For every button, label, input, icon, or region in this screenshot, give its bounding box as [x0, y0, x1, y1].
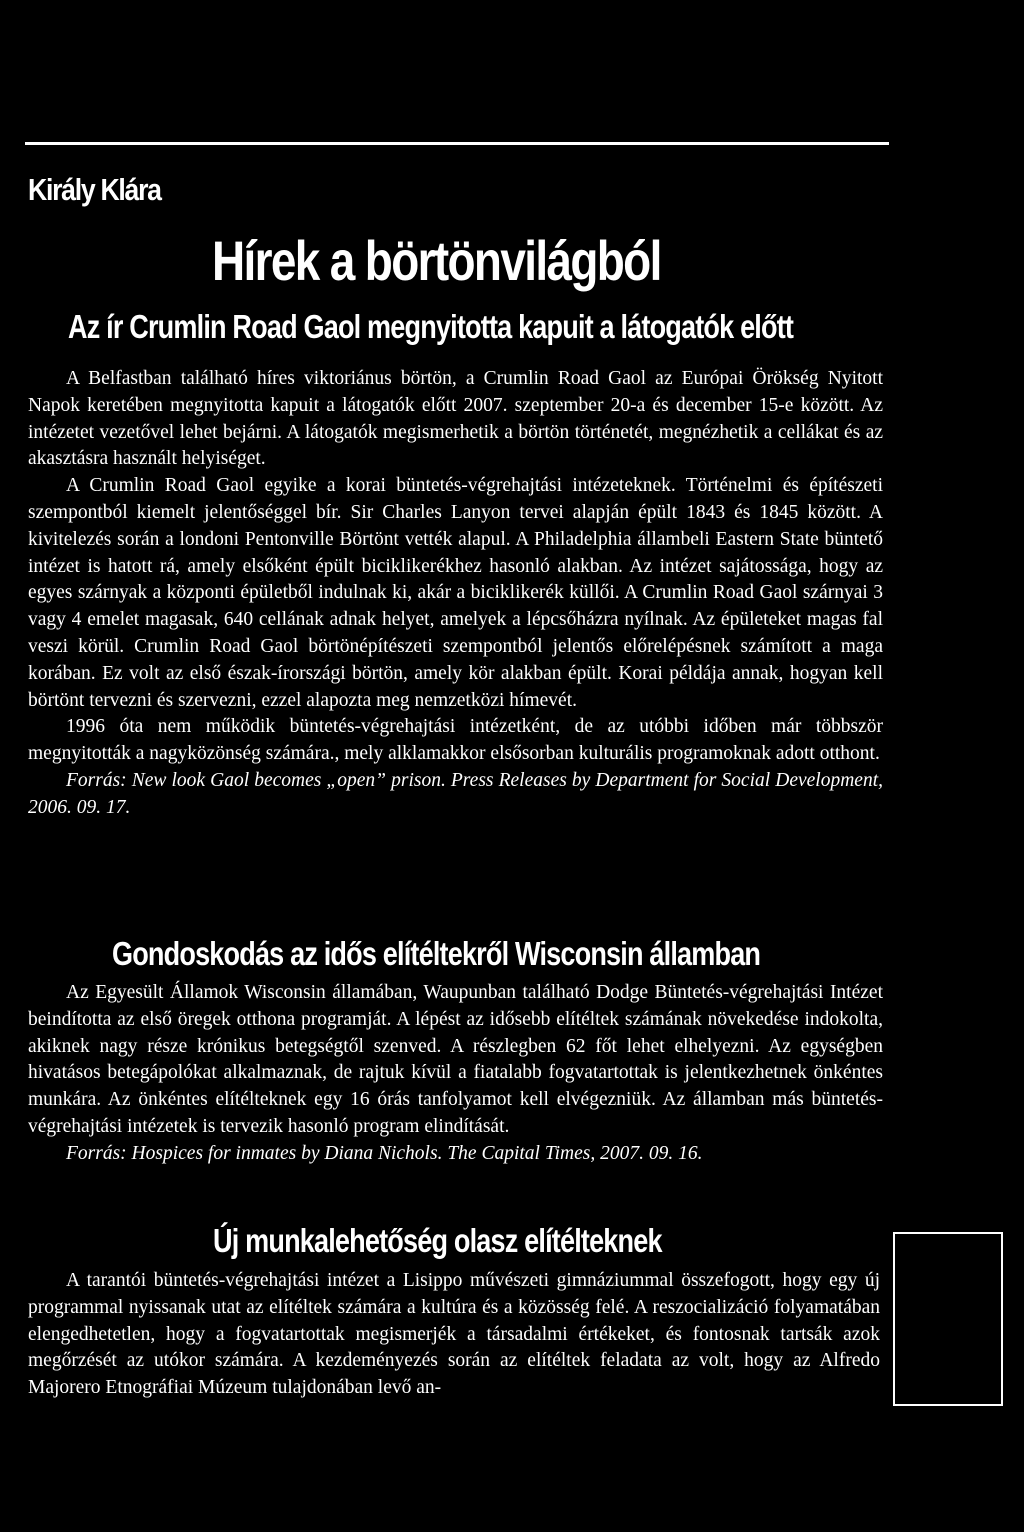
page-title: Hírek a börtönvilágból: [212, 229, 661, 292]
section-heading-italy: Új munkalehetőség olasz elítélteknek: [213, 1222, 662, 1259]
article-italy: [28, 1268, 880, 1402]
paragraph: 1996 óta nem működik büntetés-végrehajtási intézetként, de az utóbbi időben már többször megnyitották a nagyközönség számára., mely alklamakkor elsősorban kulturális programoknak adott otthont.: [28, 716, 883, 765]
paragraph: A Belfastban található híres viktoriánus börtön, a Crumlin Road Gaol az Európai Örökség Nyitott Napok keretében megnyitotta kapuit a látogatók előtt 2007. szeptember 20-a és december 15-e között. Az intézetet vezetővel lehet bejárni. A látogatók megismerhetik a börtön történetét, megnézhetik a cellákat és az akasztásra használt helyiséget.: [28, 368, 883, 470]
top-rule: [25, 142, 889, 145]
paragraph: Az Egyesült Államok Wisconsin államában, Waupunban található Dodge Büntetés-végrehajtási Intézet beindította az első öregek otthona programját. A lépést az idősebb elítéltek számának növekedése indokolta, akiknek nagy része krónikus betegségtől szenved. A részlegben 62 főt lehet elhelyezni. Az egységben hivatásos betegápolókat alkalmaznak, de rajtuk kívül a fiatalabb fogvatartottak is jelentkezhetnek önkéntes munkára. Az önkéntes elítélteknek egy 16 órás tanfolyamot kell elvégezniük. Az államban más büntetés-végrehajtási intézetek is tervezik hasonló program elindítását.: [28, 982, 883, 1137]
section-heading-wisconsin: Gondoskodás az idős elítéltekről Wisconsin államban: [112, 935, 761, 972]
side-box: [893, 1232, 1003, 1406]
paragraph: A Crumlin Road Gaol egyike a korai büntetés-végrehajtási intézeteknek. Történelmi és építészeti szempontból kiemelt jelentőséggel bír. Sir Charles Lanyon tervei alapján épült 1843 és 1845 között. A kivitelezés során a londoni Pentonville Börtönt vették alapul. A Philadelphia állambeli Eastern State büntető intézet is hatott rá, amely elsőként épült biciklikerékhez hasonló alakban. Az intézet sajátossága, hogy az egyes szárnyak a központi épületből indulnak ki, akár a biciklikerék küllői. A Crumlin Road Gaol szárnyai 3 vagy 4 emelet magasak, 640 cellának adnak helyet, amelyek a lépcsőházra nyílnak. Az épületeket magas fal veszi körül. Crumlin Road Gaol börtönépítészeti szempontból jelentős előrelépésnek számított a maga korában. Ez volt az első észak-írországi börtön, amely kör alakban épült. Korai példája annak, hogyan kell börtönt tervezni és szervezni, ezzel alapozta meg nemzetközi hímevét.: [28, 475, 883, 711]
source-citation: Forrás: New look Gaol becomes „open” prison. Press Releases by Department for Social Development, 2006. 09. 17.: [28, 769, 883, 818]
author-name: Király Klára: [28, 172, 161, 207]
source-citation: Forrás: Hospices for inmates by Diana Nichols. The Capital Times, 2007. 09. 16.: [66, 1142, 703, 1164]
section-heading-crumlin: Az ír Crumlin Road Gaol megnyitotta kapuit a látogatók előtt: [68, 308, 794, 345]
article-crumlin: [28, 366, 883, 822]
article-wisconsin: [28, 980, 883, 1168]
paragraph: A tarantói büntetés-végrehajtási intézet a Lisippo művészeti gimnáziummal összefogott, hogy egy új programmal nyissanak utat az elítéltek számára a kultúra és a közösség felé. A reszocializáció folyamatában elengedhetetlen, hogy a fogvatartottak megismerjék a társadalmi értékeket, és fontosnak tartsák azok megőrzését az utókor számára. A kezdeményezés során az elítéltek feladata az volt, hogy az Alfredo Majorero Etnográfiai Múzeum tulajdonában levő an-: [28, 1270, 880, 1399]
